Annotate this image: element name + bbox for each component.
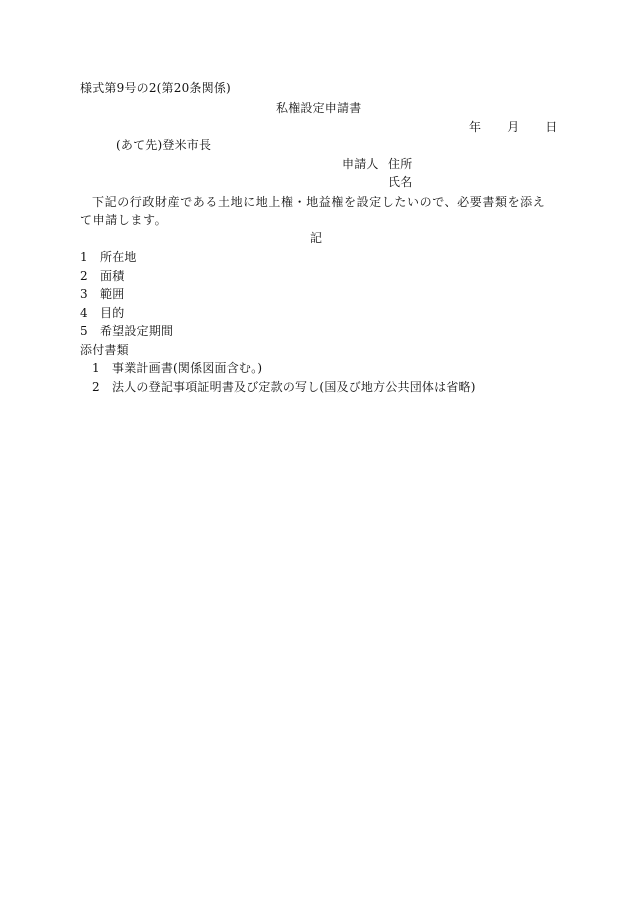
applicant-name-label: 氏名 <box>388 175 413 189</box>
document-title: 私権設定申請書 <box>276 101 362 115</box>
attachment-business-plan: 1 事業計画書(関係図面含む。) <box>92 361 263 375</box>
date-field <box>469 119 558 135</box>
attachment-registration: 2 法人の登記事項証明書及び定款の写し(国及び地方公共団体は省略) <box>92 380 476 394</box>
form-number: 様式第9号の2(第20条関係) <box>80 81 231 95</box>
applicant-label: 申請人 <box>342 157 379 171</box>
body-paragraph: 下記の行政財産である土地に地上権・地益権を設定したいので、必要書類を添えて申請します。 <box>80 195 546 227</box>
item-period: 5 希望設定期間 <box>80 324 174 338</box>
attachments-heading: 添付書類 <box>80 343 129 357</box>
item-range: 3 範囲 <box>80 287 125 301</box>
item-purpose: 4 目的 <box>80 306 125 320</box>
item-area: 2 面積 <box>80 269 125 283</box>
item-location: 1 所在地 <box>80 250 137 264</box>
date-year-label: 年 <box>469 120 482 134</box>
ki-heading: 記 <box>310 231 323 245</box>
applicant-address-label: 住所 <box>388 157 413 171</box>
addressee: (あて先)登米市長 <box>116 138 212 152</box>
date-month-label: 月 <box>507 120 520 134</box>
date-day-label: 日 <box>545 120 558 134</box>
